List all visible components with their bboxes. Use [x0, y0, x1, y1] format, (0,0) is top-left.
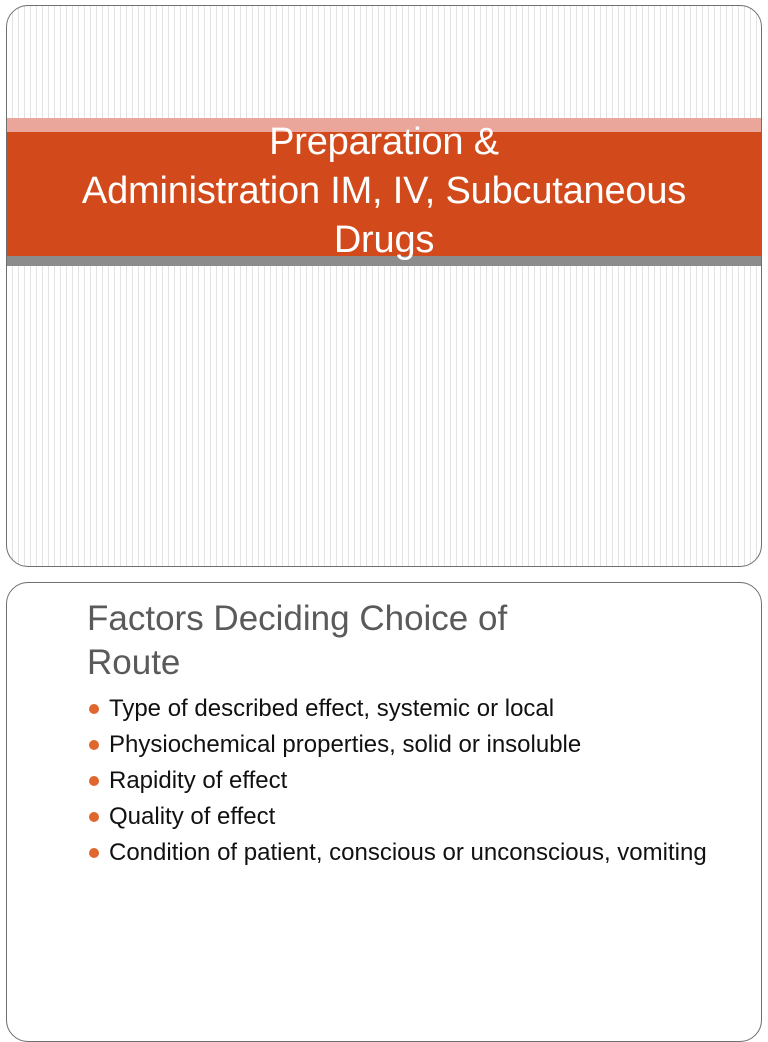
bullet-dot-icon: [89, 704, 99, 714]
bullet-item: [87, 839, 727, 867]
bullet-text: Quality of effect: [109, 803, 276, 830]
bullet-dot-icon: [89, 848, 99, 858]
bullet-item: [87, 803, 727, 831]
slide-heading-line: Factors Deciding Choice of: [87, 599, 508, 638]
title-slide: [6, 5, 762, 567]
bullet-item: [87, 731, 727, 759]
bullet-item: [87, 695, 727, 723]
slide-title-line: Preparation &: [269, 121, 499, 163]
bullet-dot-icon: [89, 740, 99, 750]
bullet-text: Physiochemical properties, solid or insoluble: [109, 731, 582, 758]
bullet-text: Rapidity of effect: [109, 767, 288, 794]
slide-title-line: Drugs: [333, 219, 435, 261]
content-slide: [6, 582, 762, 1042]
bullet-text: Type of described effect, systemic or local: [109, 695, 555, 722]
bullet-text: Condition of patient, conscious or unconscious, vomiting: [109, 839, 707, 866]
bullet-list: [87, 695, 727, 875]
slide-title-line: Administration IM, IV, Subcutaneous: [81, 170, 687, 212]
bullet-dot-icon: [89, 812, 99, 822]
bullet-item: [87, 767, 727, 795]
slide-heading-line: Route: [87, 643, 181, 682]
slide-heading: [87, 597, 507, 685]
bullet-dot-icon: [89, 776, 99, 786]
slide-title: [7, 118, 761, 265]
